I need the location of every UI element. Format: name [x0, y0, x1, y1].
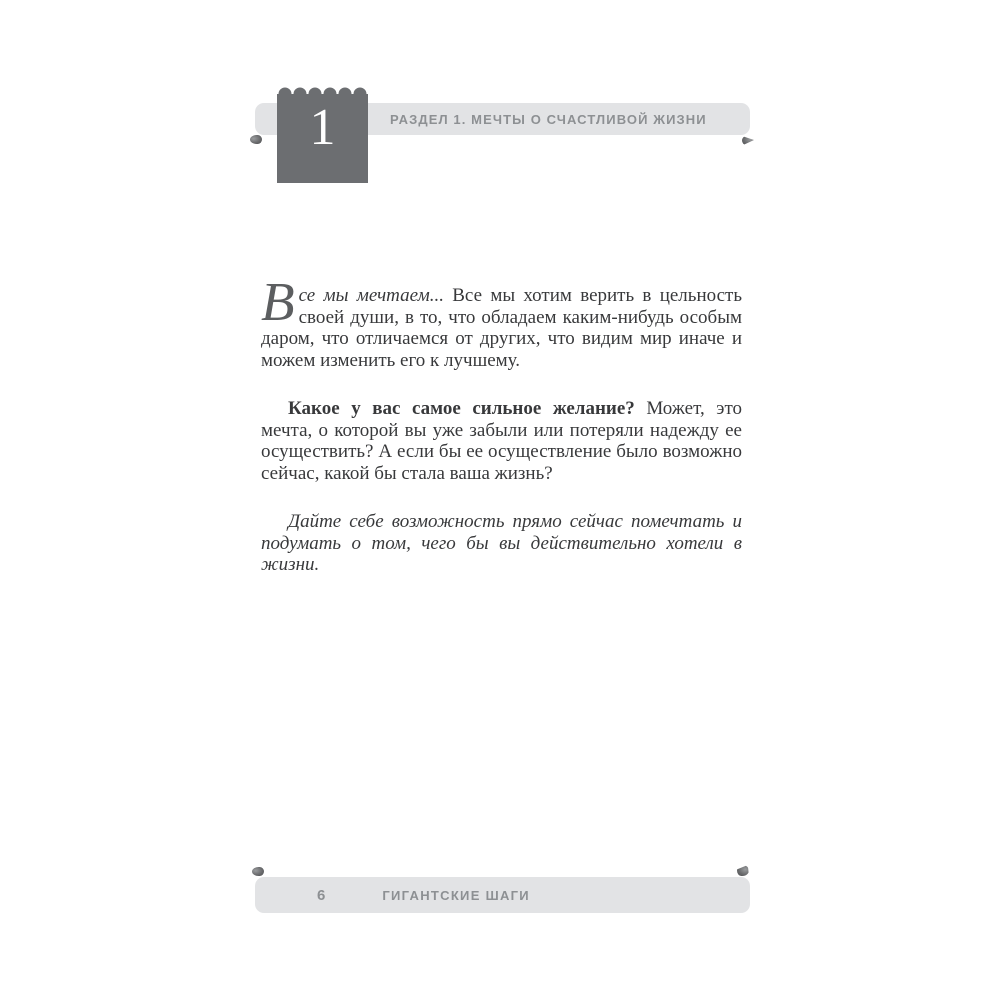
paragraph-2: [261, 398, 742, 484]
paragraph-1-text: Все мы хотим верить в цельность своей души, в то, что обладаем каким-нибудь особым даром, что отличаемся от других, что видим мир иначе и можем изменить его к лучшему.: [261, 285, 742, 371]
drop-cap: В: [261, 271, 295, 332]
footer-ribbon: [255, 877, 750, 913]
ribbon-fold-left-icon: [250, 135, 262, 144]
ribbon-fold-right-icon: [742, 136, 754, 145]
paragraph-3-text: Дайте себе возможность прямо сейчас помечтать и подумать о том, чего бы вы действительно хотели в жизни.: [261, 511, 742, 575]
paragraph-2-text: Может, это мечта, о которой вы уже забыли или потеряли надежду ее осуществить? А если бы ее осуществление было возможно сейчас, какой бы стала ваша жизнь?: [261, 398, 743, 484]
page-number: 6: [317, 886, 327, 904]
page-body: [261, 271, 743, 576]
section-number: 1: [309, 99, 336, 156]
section-title: РАЗДЕЛ 1. МЕЧТЫ О СЧАСТЛИВОЙ ЖИЗНИ: [390, 111, 707, 127]
paragraph-1-italic-lead: се мы мечтаем...: [298, 285, 444, 306]
calendar-page-icon: [277, 87, 368, 183]
footer-fold-right-icon: [737, 865, 749, 876]
paragraph-1: [261, 271, 742, 371]
paragraph-3: [261, 511, 742, 576]
paragraph-2-bold-lead: Какое у вас самое сильное желание?: [288, 398, 635, 419]
book-title: ГИГАНТСКИЕ ШАГИ: [382, 887, 530, 903]
footer-fold-left-icon: [252, 867, 264, 876]
